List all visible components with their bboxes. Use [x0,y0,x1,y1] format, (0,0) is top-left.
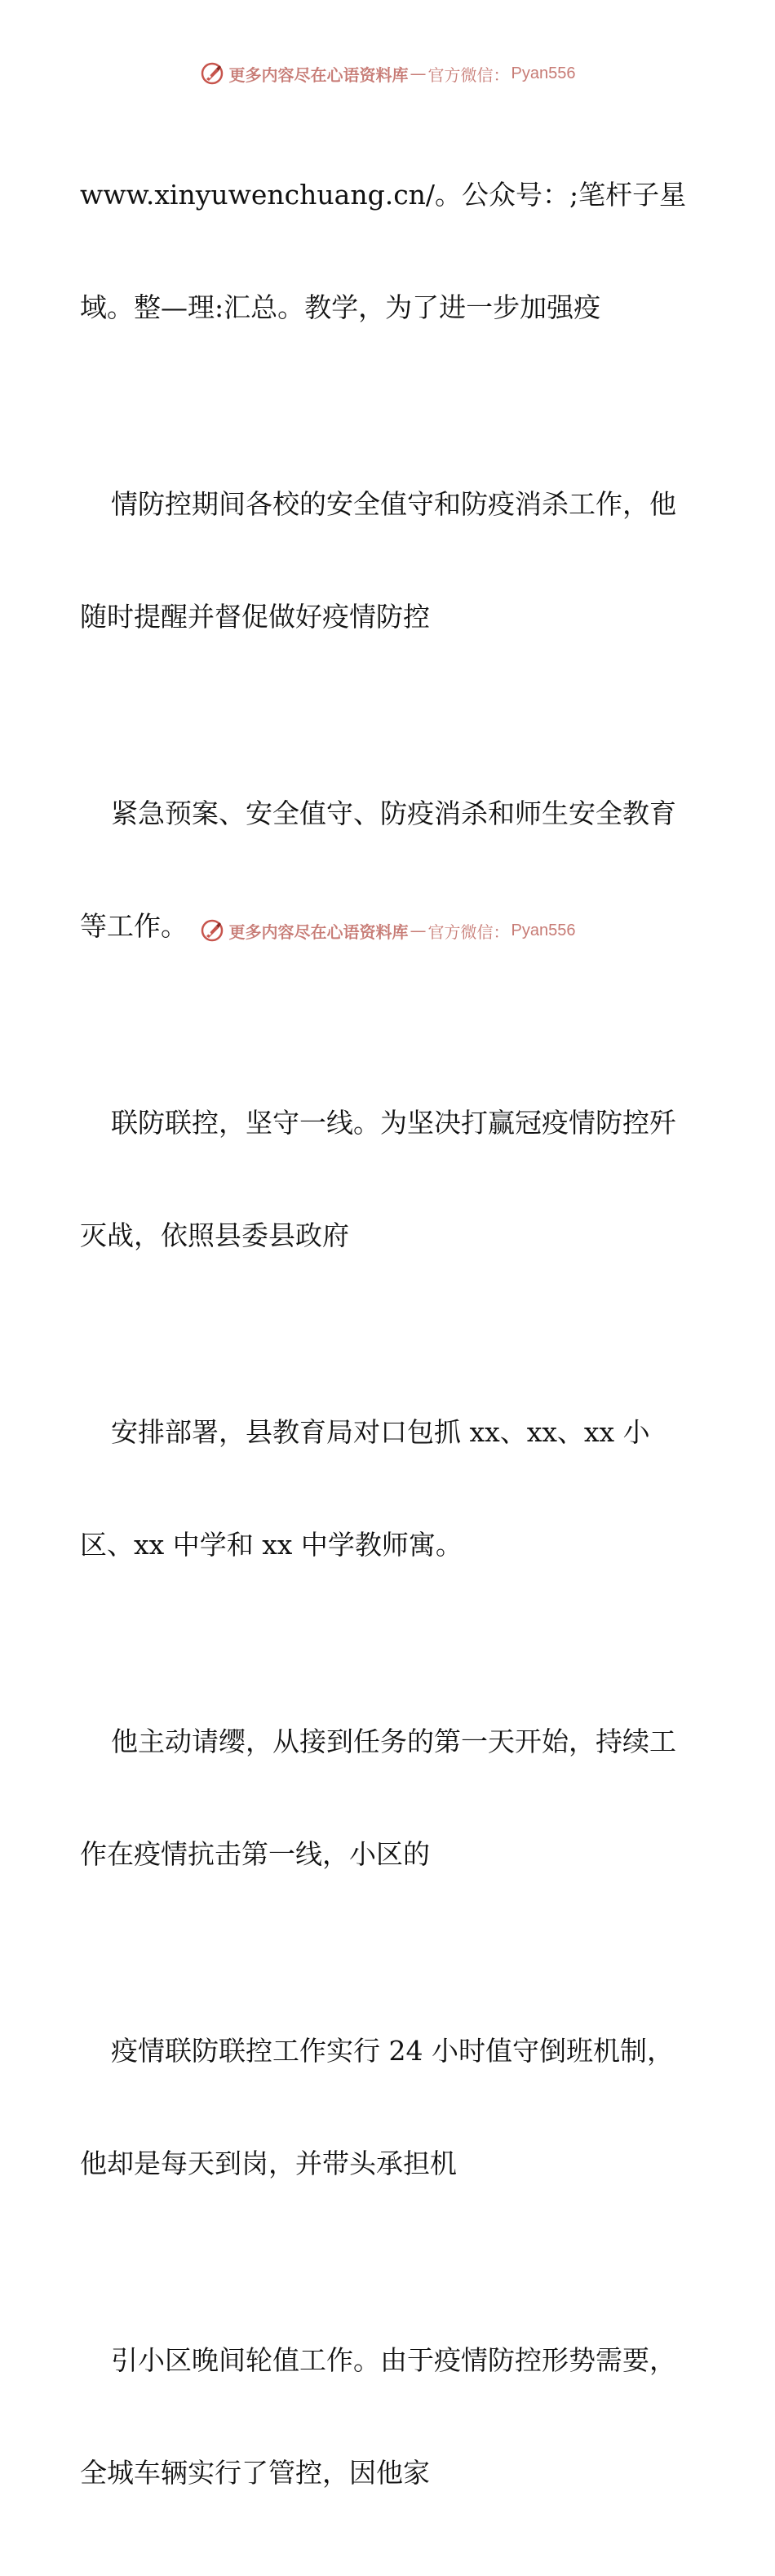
text-line: 域。整—理:汇总。教学，为了进一步加强疫 [80,291,601,323]
text-line: 全城车辆实行了管控，因他家 [80,2457,430,2489]
text-line: 等工作。 [80,910,188,942]
footer-banner [0,914,775,947]
paragraph [80,720,700,1020]
promo-text: 更多内容尽在心语资料库 [228,922,409,942]
paragraph [80,101,700,402]
text-line: 他却是每天到岗，并带头承担机 [80,2147,457,2179]
header-banner [0,57,775,90]
pen-nib-logo-icon [200,918,224,943]
paragraph [80,2267,700,2567]
text-line: 情防控期间各校的安全值守和防疫消杀工作，他 [111,488,676,520]
text-line: 随时提醒并督促做好疫情防控 [80,601,430,633]
text-line: 疫情联防联控工作实行 24 小时值守倒班机制， [111,2035,674,2067]
text-line: 联防联控，坚守一线。为坚决打赢冠疫情防控歼 [111,1107,676,1139]
separator-dash: — [410,921,427,940]
text-line: 紧急预案、安全值守、防疫消杀和师生安全教育 [111,797,676,829]
text-line: 安排部署，县教育局对口包抓 xx、xx、xx 小 [111,1416,650,1448]
paragraph [80,411,700,711]
wechat-id: Pyan556 [511,921,576,939]
pen-nib-logo-icon [200,61,224,86]
text-line: www.xinyuwenchuang.cn/。公众号：;笔杆子星 [80,179,687,211]
text-line: 作在疫情抗击第一线，小区的 [80,1838,430,1870]
separator-dash: — [410,64,427,83]
text-line: 区、xx 中学和 xx 中学教师寓。 [80,1529,463,1561]
paragraph [80,1339,700,1639]
wechat-id: Pyan556 [511,64,576,82]
text-line: 他主动请缨，从接到任务的第一天开始，持续工 [111,1725,676,1757]
promo-text: 更多内容尽在心语资料库 [228,64,409,85]
wechat-label: 官方微信： [427,922,510,942]
paragraph [80,1029,700,1330]
paragraph [80,1648,700,1948]
wechat-label: 官方微信： [427,64,510,85]
document-body [80,101,700,2576]
text-line: 灭战，依照县委县政府 [80,1219,349,1251]
paragraph [80,1957,700,2258]
text-line: 引小区晚间轮值工作。由于疫情防控形势需要， [111,2344,676,2376]
